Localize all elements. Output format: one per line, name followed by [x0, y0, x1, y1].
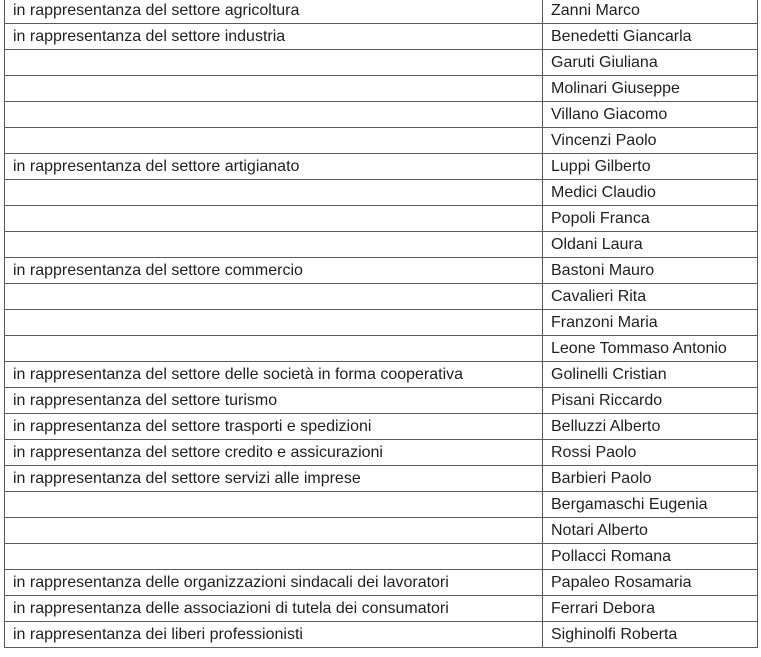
sector-cell: [5, 336, 543, 362]
sector-cell: in rappresentanza delle organizzazioni sindacali dei lavoratori: [5, 570, 543, 596]
table-row: [5, 180, 758, 206]
sector-cell: in rappresentanza del settore turismo: [5, 388, 543, 414]
table-row: [5, 492, 758, 518]
sector-cell: [5, 310, 543, 336]
table-row: [5, 414, 758, 440]
sector-cell: in rappresentanza del settore industria: [5, 24, 543, 50]
sector-cell: [5, 232, 543, 258]
member-name-cell: Sighinolfi Roberta: [543, 622, 758, 648]
table-row: [5, 336, 758, 362]
member-name-cell: Golinelli Cristian: [543, 362, 758, 388]
member-name-cell: Franzoni Maria: [543, 310, 758, 336]
sector-cell: in rappresentanza del settore credito e assicurazioni: [5, 440, 543, 466]
member-name-cell: Barbieri Paolo: [543, 466, 758, 492]
table-row: [5, 596, 758, 622]
table-row: [5, 310, 758, 336]
table-row: [5, 102, 758, 128]
sector-cell: [5, 206, 543, 232]
table-row: [5, 258, 758, 284]
table-row: [5, 440, 758, 466]
sector-cell: [5, 102, 543, 128]
sector-cell: in rappresentanza delle associazioni di tutela dei consumatori: [5, 596, 543, 622]
sector-cell: [5, 284, 543, 310]
table-row: [5, 232, 758, 258]
sector-cell: in rappresentanza del settore servizi alle imprese: [5, 466, 543, 492]
member-name-cell: Bastoni Mauro: [543, 258, 758, 284]
table-row: [5, 362, 758, 388]
sector-cell: [5, 492, 543, 518]
sector-cell: in rappresentanza del settore commercio: [5, 258, 543, 284]
table-row: [5, 76, 758, 102]
member-name-cell: Vincenzi Paolo: [543, 128, 758, 154]
member-name-cell: Pisani Riccardo: [543, 388, 758, 414]
members-table-body: [5, 0, 758, 648]
member-name-cell: Belluzzi Alberto: [543, 414, 758, 440]
table-row: [5, 50, 758, 76]
table-row: [5, 284, 758, 310]
member-name-cell: Cavalieri Rita: [543, 284, 758, 310]
table-row: [5, 570, 758, 596]
sector-cell: in rappresentanza del settore trasporti e spedizioni: [5, 414, 543, 440]
table-row: [5, 388, 758, 414]
sector-cell: [5, 50, 543, 76]
member-name-cell: Bergamaschi Eugenia: [543, 492, 758, 518]
table-row: [5, 154, 758, 180]
member-name-cell: Garuti Giuliana: [543, 50, 758, 76]
sector-cell: [5, 518, 543, 544]
sector-cell: in rappresentanza del settore delle società in forma cooperativa: [5, 362, 543, 388]
table-row: [5, 544, 758, 570]
table-row: [5, 0, 758, 24]
member-name-cell: Papaleo Rosamaria: [543, 570, 758, 596]
table-row: [5, 128, 758, 154]
sector-cell: [5, 76, 543, 102]
sector-cell: [5, 180, 543, 206]
members-table: [4, 0, 758, 648]
member-name-cell: Leone Tommaso Antonio: [543, 336, 758, 362]
member-name-cell: Notari Alberto: [543, 518, 758, 544]
table-row: [5, 206, 758, 232]
sector-cell: [5, 128, 543, 154]
member-name-cell: Oldani Laura: [543, 232, 758, 258]
member-name-cell: Ferrari Debora: [543, 596, 758, 622]
sector-cell: in rappresentanza dei liberi professionisti: [5, 622, 543, 648]
sector-cell: [5, 544, 543, 570]
member-name-cell: Luppi Gilberto: [543, 154, 758, 180]
table-row: [5, 24, 758, 50]
member-name-cell: Molinari Giuseppe: [543, 76, 758, 102]
sector-cell: in rappresentanza del settore agricoltura: [5, 0, 543, 24]
member-name-cell: Rossi Paolo: [543, 440, 758, 466]
member-name-cell: Medici Claudio: [543, 180, 758, 206]
member-name-cell: Popoli Franca: [543, 206, 758, 232]
table-row: [5, 466, 758, 492]
sector-cell: in rappresentanza del settore artigianato: [5, 154, 543, 180]
member-name-cell: Villano Giacomo: [543, 102, 758, 128]
table-row: [5, 518, 758, 544]
member-name-cell: Zanni Marco: [543, 0, 758, 24]
member-name-cell: Pollacci Romana: [543, 544, 758, 570]
member-name-cell: Benedetti Giancarla: [543, 24, 758, 50]
table-row: [5, 622, 758, 648]
